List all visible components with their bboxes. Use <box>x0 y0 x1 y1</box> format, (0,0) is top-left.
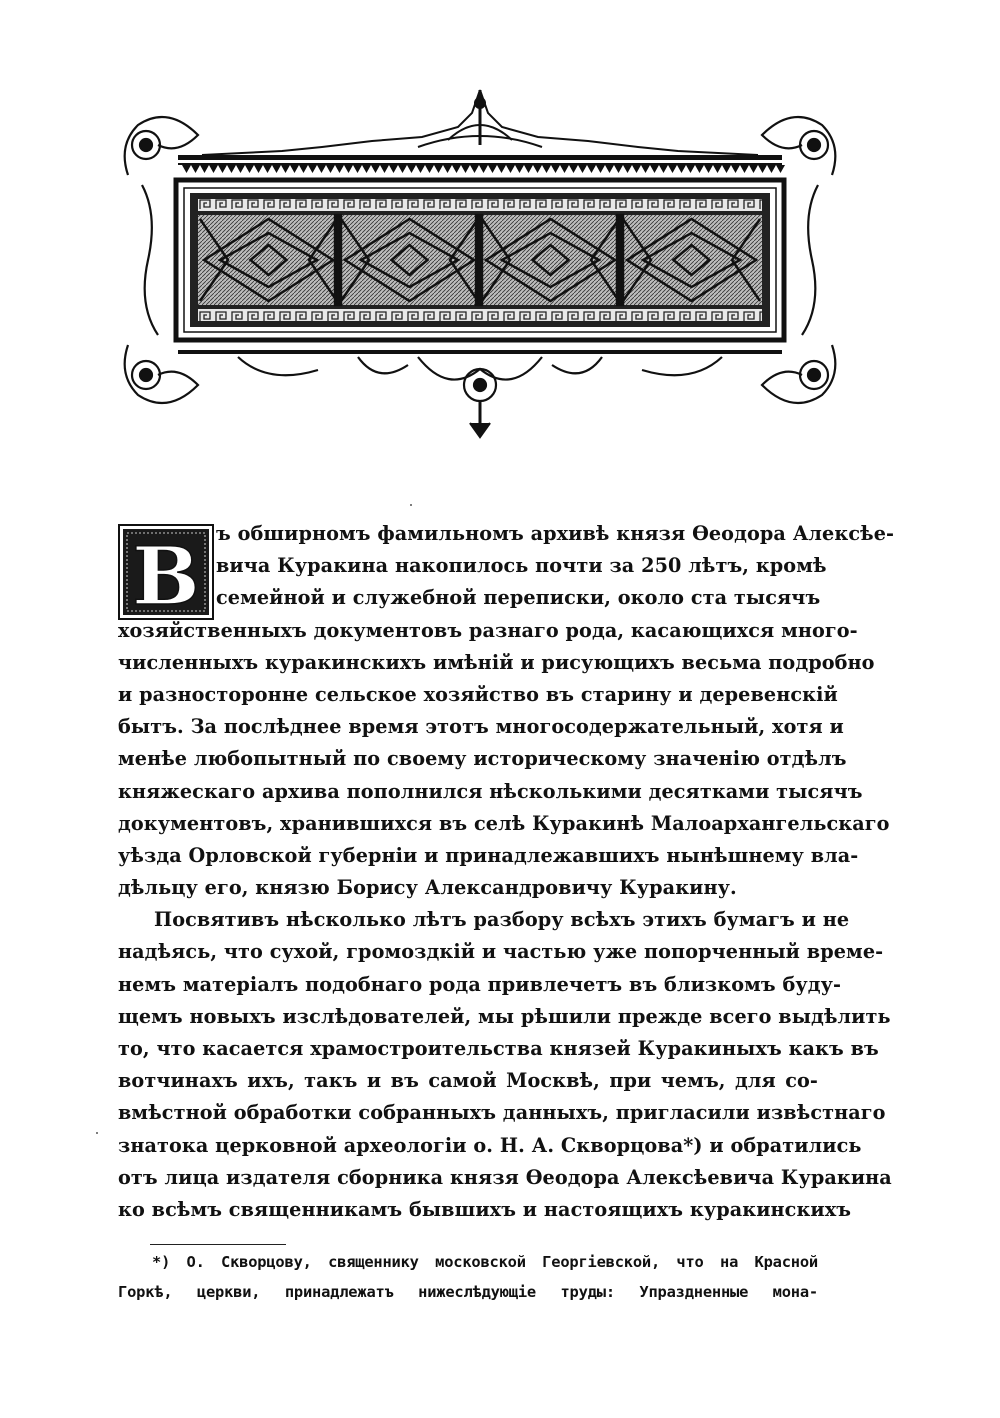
text-line: щемъ новыхъ изслѣдователей, мы рѣшили прежде всего выдѣлить <box>118 1004 891 1028</box>
text-line: бытъ. За послѣднее время этотъ многосодержательный, хотя и <box>118 715 844 739</box>
main-text <box>118 518 895 1226</box>
text-line: семейной и служебной переписки, около ста тысячъ <box>216 586 821 610</box>
text-line: ко всѣмъ священникамъ бывшихъ и настоящихъ куракинскихъ <box>118 1197 852 1221</box>
text-line: и разносторонне сельское хозяйство въ старину и деревенскій <box>118 682 838 706</box>
text-line: вмѣстной обработки собранныхъ данныхъ, пригласили извѣстнаго <box>118 1101 886 1125</box>
text-line: дѣльцу его, князю Борису Александровичу Куракину. <box>118 876 737 900</box>
text-line: ъ обширномъ фамильномъ архивѣ князя Ѳеодора Алексѣе- <box>216 522 895 545</box>
text-line: отъ лица издателя сборника князя Ѳеодора Алексѣевича Куракина <box>118 1165 892 1189</box>
text-line: численныхъ куракинскихъ имѣній и рисующихъ весьма подробно <box>118 650 875 674</box>
speck <box>410 504 412 506</box>
speck <box>96 1132 98 1134</box>
top-crest <box>202 90 758 155</box>
bottom-pendant <box>238 357 722 437</box>
footnote-line: Горкѣ, церкви, принадлежатъ нижеслѣдующіе труды: Упраздненные мона- <box>118 1283 818 1301</box>
text-line: вотчинахъ ихъ, такъ и въ самой Москвѣ, при чемъ, для со- <box>118 1069 818 1093</box>
footnote <box>118 1247 818 1307</box>
top-fringe-teeth <box>182 165 785 173</box>
footnote-line: *) О. Скворцову, священнику московской Георгіевской, что на Красной <box>152 1253 818 1271</box>
dropcap-initial <box>118 524 214 620</box>
text-line: немъ матеріалъ подобнаго рода привлечетъ въ близкомъ буду- <box>118 972 842 996</box>
text-line: княжескаго архива пополнился нѣсколькими десятками тысячъ <box>118 779 863 803</box>
text-line: документовъ, хранившихся въ селѣ Куракинѣ Малоархангельскаго <box>118 811 890 835</box>
text-line: надѣясь, что сухой, громоздкій и частью уже попорченный време- <box>118 940 884 964</box>
meander-band-bottom <box>198 309 762 321</box>
text-line: менѣе любопытный по своему историческому значенію отдѣлъ <box>118 747 847 771</box>
footnote-rule <box>150 1244 286 1245</box>
dropcap-letter: B <box>132 529 200 620</box>
text-line: хозяйственныхъ документовъ разнаго рода, касающихся много- <box>118 618 858 642</box>
text-line: то, что касается храмостроительства князей Куракиныхъ какъ въ <box>118 1037 879 1060</box>
bottom-fringe <box>178 350 782 354</box>
text-line: уѣзда Орловской губерніи и принадлежавшихъ нынѣшнему вла- <box>118 843 859 867</box>
text-line: знатока церковной археологіи о. Н. А. Скворцова*) и обратились <box>118 1133 862 1157</box>
ornamental-headpiece <box>118 85 842 440</box>
text-line: вича Куракина накопилось почти за 250 лѣтъ, кромѣ <box>216 554 827 578</box>
text-line: Посвятивъ нѣсколько лѣтъ разбору всѣхъ этихъ бумагъ и не <box>154 908 850 932</box>
top-fringe <box>178 155 782 165</box>
meander-band-top <box>198 199 762 211</box>
